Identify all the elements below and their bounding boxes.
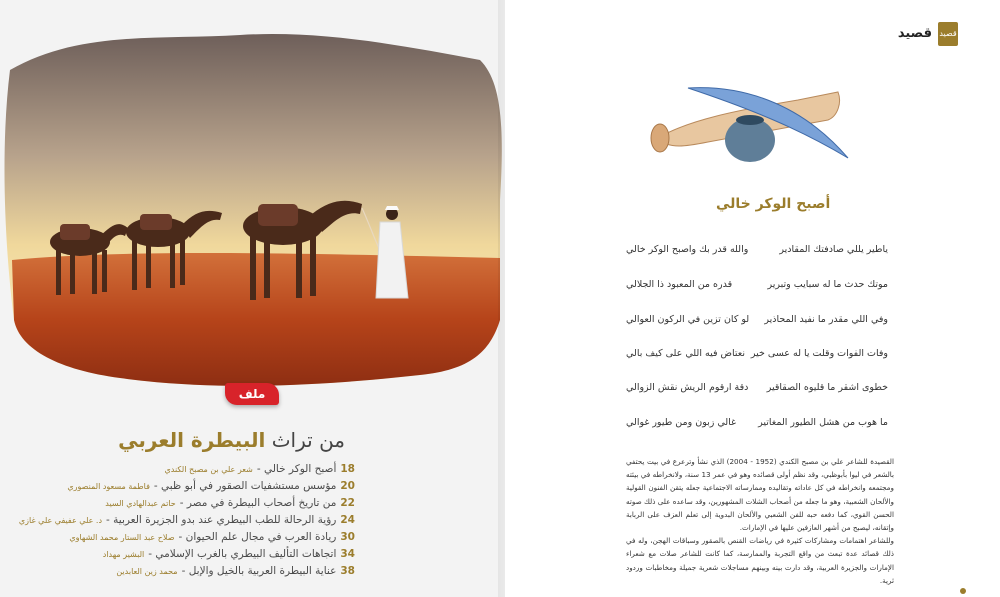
toc-page-number: 22 [340,497,355,509]
poem-title: أصبح الوكر خالي [716,196,831,212]
poem-verse [626,279,888,297]
section-badge: ملف [225,383,279,405]
verse-second-hemistich: لو كان تزين في الركون العوالي [626,314,750,325]
page-marker-icon [960,588,966,594]
toc-item-title: اتجاهات التأليف البيطري بالغرب الإسلامي - [148,548,337,560]
verse-second-hemistich: دقة ارقوم الريش نقش الزوالي [626,382,749,393]
toc-page-number: 30 [340,531,355,543]
toc-item-title: عناية البيطرة العربية بالخيل والإبل - [181,565,337,577]
toc-item-author: د. علي عفيفي علي غازي [18,516,103,525]
toc-page-number: 24 [340,514,355,526]
verse-first-hemistich: ما هوب من هشل الطيور المغاتير [758,417,888,428]
toc-page-number: 34 [340,548,355,560]
verse-second-hemistich: والله قدر بك واصبح الوكر خالي [626,244,749,255]
table-of-contents [15,463,355,582]
section-header-label: قصيد [897,26,932,41]
toc-item-title: رؤية الرحالة للطب البيطري عند بدو الجزيرة العربية - [106,514,337,526]
toc-item[interactable] [15,480,355,497]
verse-second-hemistich: غالي زبون ومن طيور غوالي [626,417,737,428]
poem-verse [626,348,888,366]
verse-first-hemistich: وفات الفوات وقلت يا له عسى خير [750,348,888,359]
toc-item-author: البشير مهداد [102,550,145,559]
poem-verse [626,314,888,332]
toc-item[interactable] [15,548,355,565]
toc-item[interactable] [15,531,355,548]
toc-title-strong: البيطرة العربي [118,428,266,452]
toc-item[interactable] [15,463,355,480]
toc-item-title: ريادة العرب في مجال علم الحيوان - [178,531,337,543]
verse-second-hemistich: نعتاض فيه اللي على كيف بالي [626,348,745,359]
magazine-logo-icon: قصيد [938,22,958,46]
toc-item-title: مؤسس مستشفيات الصقور في أبو ظبي - [153,480,337,492]
toc-item[interactable] [15,514,355,531]
verse-first-hemistich: خطوى اشقر ما قليوه الصقاقير [766,382,888,393]
toc-item-author: شعر علي بن مصبح الكندي [164,465,253,474]
toc-item-author: صلاح عبد الستار محمد الشهاوي [69,533,175,542]
camel-caravan-illustration [0,0,505,400]
toc-item-author: حاتم عبدالهادي السيد [105,499,176,508]
poem-verse [626,244,888,262]
toc-page-number: 38 [340,565,355,577]
poem-verse [626,417,888,435]
poem-verse [626,382,888,400]
quill-scroll-inkwell-icon [648,80,858,170]
verse-first-hemistich: وفي اللي مقدر ما نفيد المحاذير [764,314,888,325]
toc-page-number: 18 [340,463,355,475]
toc-title [118,428,345,452]
toc-item[interactable] [15,565,355,582]
poet-biography [626,455,894,587]
toc-item[interactable] [15,497,355,514]
verse-first-hemistich: ياطير يللي صادفتك المقادير [779,244,888,255]
toc-item-title: أصبح الوكر خالي - [256,463,337,475]
toc-item-author: فاطمة مسعود المنصوري [67,482,150,491]
biography-paragraph: القصيدة للشاعر علي بن مصبح الكندي (1952 - 2004) الذي نشأ وترعرع في بيت يحتفي بالشعر في ليوا بأبوظبي، وقد نظم أولى قصائده وهو في عمر 13 سنة، ولانخراطه في بيئته ومجتمعه وانخراطه في كل عاداته وتقاليده وممارساته الاجتماعية جعله يتقن الفنون القولية والألحان الشعبية، وهو ما جعله من أصحاب الشلات المشهورين، وقد ساعده على ذلك صوته الحسن القوي، كما دفعه حبه للفن الشعبي والألحان البدوية إلى تعلم العزف على الربابة وإتقانه، ليصبح من أشهر العازفين عليها في الإمارات. [626,457,894,533]
toc-item-title: من تاريخ أصحاب البيطرة في مصر - [179,497,337,509]
verse-second-hemistich: قدره من المعبود ذا الجلالي [626,279,733,290]
verse-first-hemistich: موتك حدث ما له سبايب وتبرير [767,279,888,290]
toc-title-prefix: من تراث [271,428,345,452]
toc-item-author: محمد زين العابدين [116,567,178,576]
biography-paragraph: وللشاعر اهتمامات ومشاركات كثيرة في رياضات القنص بالصقور وسباقات الهجن، وله في ذلك قصائد عدة تبعث من واقع التجربة والممارسة، كما كانت للشاعر صلات مع شعراء الإمارات والجزيرة العربية، وقد دارت بينه وبينهم مساجلات شعرية جميلة ومخاطبات وردود ثرية. [626,536,894,585]
toc-page-number: 20 [340,480,355,492]
